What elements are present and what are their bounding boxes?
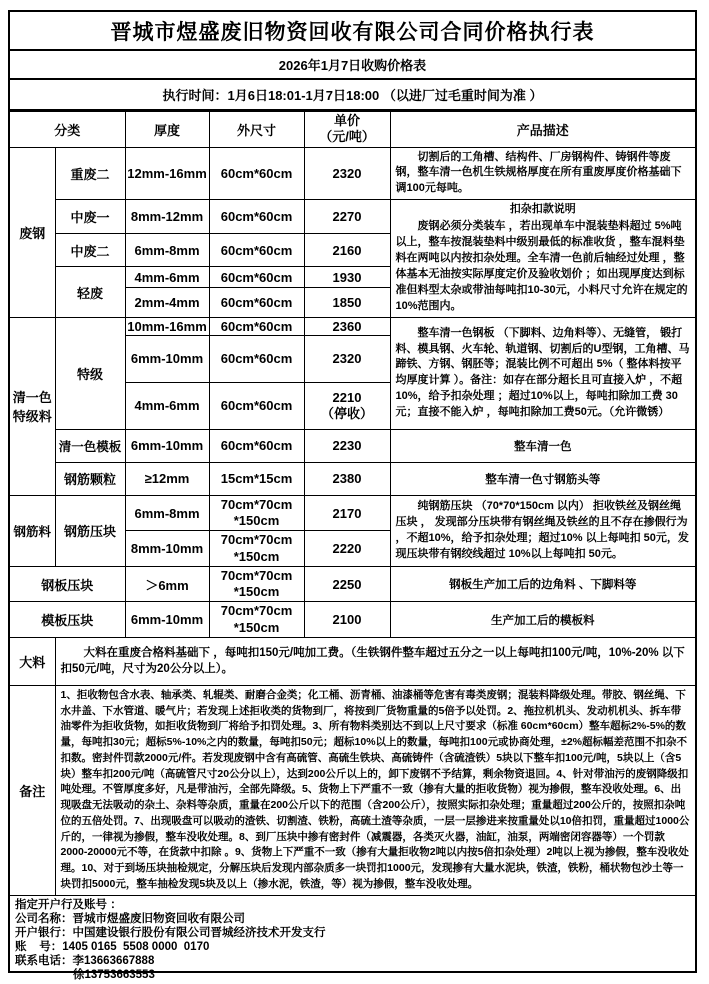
- thickness-cell: 10mm-16mm: [125, 317, 209, 335]
- type-qingfei: 轻废: [55, 267, 125, 318]
- thickness-cell: 6mm-10mm: [125, 602, 209, 638]
- type-teji: 特级: [55, 317, 125, 429]
- price-note: （停收）: [321, 405, 374, 421]
- deduction-title: 扣杂扣款说明: [509, 203, 576, 216]
- footer-heading: 指定开户行及账号 ：: [15, 898, 122, 911]
- footer-bank-info: [10, 896, 695, 984]
- desc-deduction-cell: [390, 200, 695, 318]
- price-cell: 2170: [304, 495, 390, 531]
- header-description: 产品描述: [390, 112, 695, 148]
- price-cell: 1930: [304, 267, 390, 288]
- price-cell: 2220: [304, 531, 390, 567]
- thickness-cell: 8mm-10mm: [125, 531, 209, 567]
- price-cell: 2210 （停收）: [304, 382, 390, 429]
- category-feigang: 废钢: [10, 147, 55, 317]
- notes-cell: 1、拒收物包含水表、轴承类、轧辊类、耐磨合金类；化工桶、沥青桶、油漆桶等危害有毒类废钢；混装料降级处理。带胶、钢丝绳、下水井盖、下水管道、暖气片；若发现上述拒收类的货物到厂，将按到厂货物重量的5倍予以处罚。2、拖拉机机头、发动机机头、拆车带油零件为拒收货物，如拒收货物到厂将给予扣罚处理。3、所有物料类别达不到以上尺寸要求（标准 60cm*60cm）整车超标2%-5%的数量，每吨扣30元；超标5%-10%之内的数量，每吨扣50元；超标10%以上的数量，每吨扣100元或协商处理，±2%超标幅差范围不扣杂不扣数。密封件罚款2000元/件。若发现废钢中含有高硫管、高硫生铁块、高硫铸件（含硫渣铁）5块以下整车扣100元/吨，5块以上（含5块）整车扣200元/吨（高硫管尺寸20公分以上），达到200公斤以上的，卸下废钢不予结算，剩余物资退回。4、针对带油污的废钢降级扣吨处理。不管厚度多好，凡是带油污，全部先降级。5、货物上下严重不一致（掺有大量的拒收货物）视为掺假，整车没收处理。6、出现吸盘无法吸动的杂土、杂料等杂质，重量在200公斤以下的范围（含200公斤），按照实际扣杂处理；重量超过200公斤的，按照扣杂吨位的五倍处罚。7、出现吸盘可以吸动的渣铁、切割渣、铁粉，高硫土渣等杂质，一层一层掺进来按重量处以10倍扣罚，重量超过1000公斤的，一律视为掺假，整车没收处理。8、到厂压块中掺有密封件（减震器，各类灭火器，油缸，油泵，两端密闭容器等）一个罚款2000-20000元不等，在货款中扣除 。9、货物上下严重不一致（掺有大量拒收物2吨以内按5倍扣杂处理）2吨以上视为掺假，整车没收处理。10、对于到场压块抽检规定，分解压块后发现内部杂质多一块罚扣1000元，发现掺有大量水泥块，铁渣，铁粉，桶状物包沙土等一块罚扣5000元，整车抽检发现5块及以上（掺水泥，铁渣，等）视为掺假，整车没收处理。: [55, 685, 695, 895]
- price-cell: 2320: [304, 335, 390, 382]
- price-table: [10, 111, 695, 896]
- thickness-cell: ≥12mm: [125, 462, 209, 495]
- thickness-cell: 6mm-10mm: [125, 335, 209, 382]
- footer-phone-line-2: 徐13753663553: [73, 969, 155, 982]
- table-row: [10, 566, 695, 602]
- size-cell: 70cm*70cm *150cm: [209, 602, 304, 638]
- footer-phone-line-1: 联系电话：李13663667888: [15, 955, 155, 968]
- size-cell: 60cm*60cm: [209, 200, 304, 234]
- price-cell: 2230: [304, 429, 390, 462]
- desc-cell: 纯钢筋压块 （70*70*150cm 以内） 拒收铁丝及钢丝绳压块 ， 发现部分压块带有钢丝绳及铁丝的且不存在掺假行为 ，不超10%，给予扣杂处理；超过10% 以上每吨扣 50元，发现压块带有钢绞线超过 10%以上每吨扣 50元。: [390, 495, 695, 566]
- type-moban: 清一色模板: [55, 429, 125, 462]
- thickness-cell: 2mm-4mm: [125, 287, 209, 317]
- table-row: [10, 147, 695, 200]
- table-row: [10, 462, 695, 495]
- desc-cell: 切割后的工角槽、结构件、厂房钢构件、铸钢件等废钢，整车清一色机生铁规格厚度在所有重废厚度价格基础下调100元每吨。: [390, 147, 695, 200]
- size-cell: 15cm*15cm: [209, 462, 304, 495]
- category-muban: 模板压块: [10, 602, 125, 638]
- desc-teji-cell: 整车清一色钢板 （下脚料、边角料等）、无缝管， 锻打料、模具钢、火车轮、轨道钢、切割后的U型钢，工角槽、马蹄铁、方钢、钢胚等；混装比例不可超出 5%（ 整体料按平均厚度计算 ）。备注：如存在部分超长且可直接入炉 ，不超10%，给予扣杂处理 ；超过10%以上，每吨扣除加工费 30元；直接不能入炉 ，每吨扣除加工费50元。（允许微锈）: [390, 317, 695, 429]
- thickness-cell: 6mm-8mm: [125, 495, 209, 531]
- table-header-row: [10, 112, 695, 148]
- price-cell: 2270: [304, 200, 390, 234]
- table-row: [10, 317, 695, 335]
- size-cell: 60cm*60cm: [209, 234, 304, 267]
- price-cell: 2250: [304, 566, 390, 602]
- header-price: 单价 （元/吨）: [304, 112, 390, 148]
- type-cell: 中废一: [55, 200, 125, 234]
- header-category: 分类: [10, 112, 125, 148]
- price-cell: 1850: [304, 287, 390, 317]
- price-cell: 2320: [304, 147, 390, 200]
- category-dalia: 大料: [10, 637, 55, 685]
- table-row: [10, 495, 695, 531]
- table-row: [10, 602, 695, 638]
- thickness-cell: 6mm-8mm: [125, 234, 209, 267]
- size-cell: 70cm*70cm *150cm: [209, 531, 304, 567]
- desc-cell: 生产加工后的模板料: [390, 602, 695, 638]
- size-cell: 70cm*70cm *150cm: [209, 495, 304, 531]
- subtitle: 2026年1月7日收购价格表: [10, 51, 695, 80]
- thickness-cell: 4mm-6mm: [125, 267, 209, 288]
- price-cell: 2380: [304, 462, 390, 495]
- footer-bank-line: 开户银行：中国建设银行股份有限公司晋城经济技术开发支行: [15, 926, 326, 939]
- header-thickness: 厚度: [125, 112, 209, 148]
- table-row: [10, 685, 695, 895]
- page-title: 晋城市煜盛废旧物资回收有限公司合同价格执行表: [10, 12, 695, 51]
- category-gangjin: 钢筋料: [10, 495, 55, 566]
- desc-cell: 整车清一色寸钢筋头等: [390, 462, 695, 495]
- category-gangban: 钢板压块: [10, 566, 125, 602]
- thickness-cell: 4mm-6mm: [125, 382, 209, 429]
- table-row: [10, 200, 695, 234]
- category-qingyise: 清一色特级料: [10, 317, 55, 495]
- price-cell: 2100: [304, 602, 390, 638]
- footer-account-line: 账 号：1405 0165 5508 0000 0170: [15, 941, 210, 954]
- footer-company-line: 公司名称：晋城市煜盛废旧物资回收有限公司: [15, 912, 245, 925]
- desc-cell: 整车清一色: [390, 429, 695, 462]
- thickness-cell: 6mm-10mm: [125, 429, 209, 462]
- thickness-cell: 8mm-12mm: [125, 200, 209, 234]
- size-cell: 60cm*60cm: [209, 267, 304, 288]
- category-beizhu: 备注: [10, 685, 55, 895]
- price-cell: 2360: [304, 317, 390, 335]
- size-cell: 60cm*60cm: [209, 429, 304, 462]
- thickness-cell: ＞6mm: [125, 566, 209, 602]
- thickness-cell: 12mm-16mm: [125, 147, 209, 200]
- type-cell: 重废二: [55, 147, 125, 200]
- price-sheet: [8, 10, 697, 982]
- table-row: [10, 429, 695, 462]
- desc-cell: 钢板生产加工后的边角料 、下脚料等: [390, 566, 695, 602]
- table-row: [10, 637, 695, 685]
- type-gangjin-yakuai: 钢筋压块: [55, 495, 125, 566]
- size-cell: 60cm*60cm: [209, 287, 304, 317]
- size-cell: 60cm*60cm: [209, 147, 304, 200]
- size-cell: 60cm*60cm: [209, 335, 304, 382]
- price-cell: 2160: [304, 234, 390, 267]
- deduction-body: 废钢必须分类装车 ，若出现单车中混装垫料超过 5%吨以上，整车按混装垫料中级别最低的标准收货 ，整车混料垫料在两吨以内按扣杂处理。全车清一色前后轴经过处理 ，整体基本无油按实际厚度定价及验收划价 ；如出现厚度达到标准但料型太杂或带油每吨扣10-30元，小料尺寸允许在规定的 10%范围内。: [395, 220, 688, 312]
- size-cell: 70cm*70cm *150cm: [209, 566, 304, 602]
- type-keli: 钢筋颗粒: [55, 462, 125, 495]
- type-cell: 中废二: [55, 234, 125, 267]
- desc-dalia-cell: 大料在重废合格料基础下 ，每吨扣150元/吨加工费。（生铁钢件整车超过五分之一以上每吨扣100元/吨，10%-20% 以下扣50元/吨，尺寸为20公分以上）。: [55, 637, 695, 685]
- execution-time: 执行时间：1月6日18:01-1月7日18:00 （以进厂过毛重时间为准 ）: [10, 80, 695, 111]
- size-cell: 60cm*60cm: [209, 382, 304, 429]
- size-cell: 60cm*60cm: [209, 317, 304, 335]
- header-size: 外尺寸: [209, 112, 304, 148]
